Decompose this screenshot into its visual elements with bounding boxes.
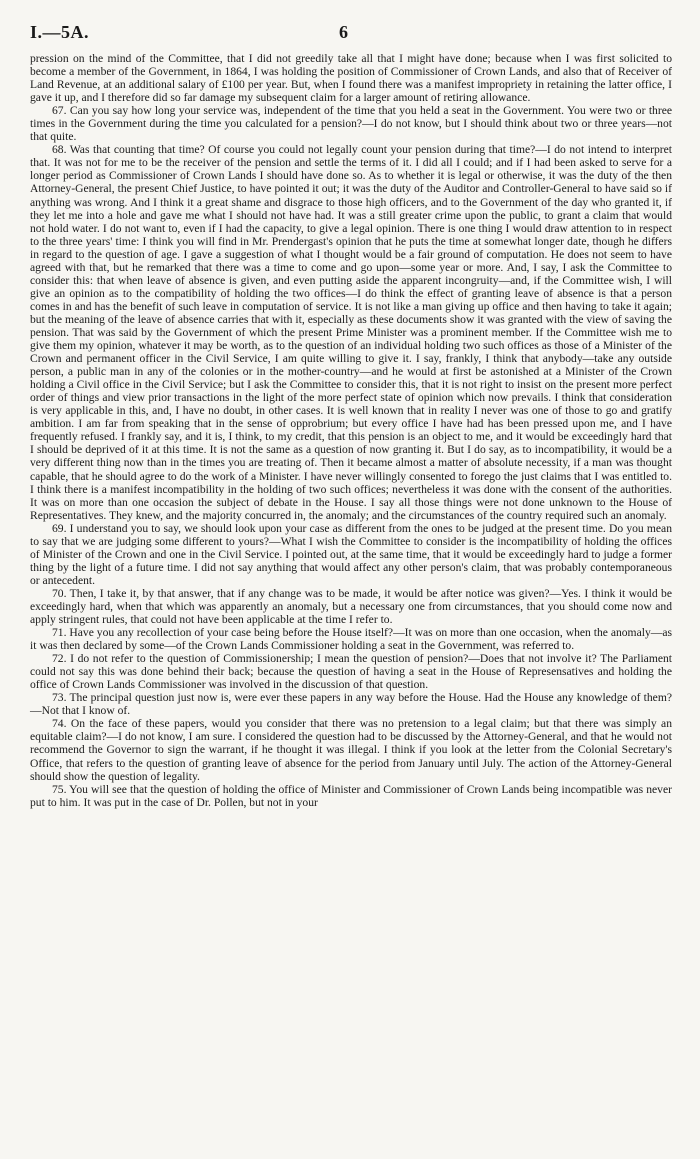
paragraph-q69: 69. I understand you to say, we should look upon your case as different from the ones to be judged at the present time. Do you mean to say that we are judging some different to yours?—What I wish the Committee to consider is the incompatibility of holding the offices of Minister of the Crown and one in the Civil Service. I pointed out, at the same time, that it would be exceedingly hard to judge a former thing by the light of a future time. I did not say anything that would affect any other person's claim, that was probably contemporaneous or antecedent. — [30, 521, 672, 587]
evidence-text — [30, 52, 672, 809]
paragraph-q73: 73. The principal question just now is, were ever these papers in any way before the House. Had the House any knowledge of them?—Not that I know of. — [30, 691, 672, 718]
page-number: 6 — [339, 22, 348, 42]
document-reference: I.—5A. — [30, 22, 90, 42]
page-header — [30, 22, 672, 52]
paragraph-q68: 68. Was that counting that time? Of course you could not legally count your pension during that time?—I do not intend to interpret that. It was not for me to be the receiver of the pension and settle the terms of it. I did all I could; and if I had been asked to serve for a longer period as Commissioner of Crown Lands I should have done so. As to whether it is legal or otherwise, it was the duty of the then Attorney-General, the present Chief Justice, to have pointed it out; it was the duty of the Auditor and Controller-General to have said so if anything was wrong. And I think it a great shame and disgrace to those high officers, and to the Government of the day who granted it, if they let me into a hole and gave me what I should not have had. It was a still greater crime upon the public, to grant a claim that would not hold water. I do not want to, even if I had the capacity, to give a legal opinion. There is one thing I would draw attention to in respect to the three years' time: I think you will find in Mr. Prendergast's opinion that he puts the time at somewhat longer date, though he differs in regard to the question of age. I gave a suggestion of what I thought would be a fair ground of computation. He does not seem to have agreed with that, but he remarked that there was a time to come and go upon—some year or more. And, I say, I ask the Committee to consider this: that when leave of absence is given, and even putting aside the apparent incongruity—and, if the Committee wish, I will give an opinion as to the compatibility of holding the two offices—I do think the effect of granting leave of absence is that a person comes in and has the benefit of such leave in computation of service. It is not like a man giving up office and then having to take it again; but the meaning of the leave of absence carries that with it, especially as these documents show it was granted with the view of saving the pension. That was said by the Government of which the present Prime Minister was a prominent member. If the Committee wish me to give them my opinion, whatever it may be worth, as to the question of an individual holding two such offices as those of a Minister of the Crown and permanent officer in the Civil Service, I am quite willing to give it. I say, frankly, I think that anybody—take any outside person, a public man in any of the colonies or in the mother-country—and he would at first be astonished at a Minister of the Crown holding a Civil office in the Civil Service; but I ask the Committee to consider this, that it is not right to insist on the present more perfect order of things and view prior transactions in the light of the more perfect state of opinion which now prevails. I think that consideration is very applicable in this, and, I have no doubt, in other cases. It is well known that in reality I never was one of those to go and gratify ambition. I am far from speaking that in the sense of opprobrium; but every office I have had has been pressed upon me, and I have frequently refused. I frankly say, and it is, I think, to my credit, that this pension is an object to me, and it would be exceedingly hard that I should be deprived of it at this time. It is not the same as a question of now granting it. But I do say, as to incompatibility, it would be a very different thing now than in the times you are treating of. Then it became almost a matter of absolute necessity, if a man was thought capable, that he should agree to do the work of a Minister. I have never willingly consented to forego the just claims that I was entitled to. I think there is a manifest incompatibility in the holding of two such offices; nevertheless it was done with the consent of the authorities. It was on more than one occasion the subject of debate in the House. I say all those things were not done unknown to the House of Representatives. They knew, and the majority concurred in, the anomaly; and the circumstances of the country required such an anomaly. — [30, 143, 672, 522]
paragraph-continued: pression on the mind of the Committee, that I did not greedily take all that I might have done; because when I was first solicited to become a member of the Government, in 1864, I was holding the position of Commissioner of Crown Lands, and also that of Receiver of Land Revenue, at an additional salary of £100 per year. But, when I found there was a manifest impropriety in retaining the latter office, I gave it up, and I therefore did so far damage my subsequent claim for a larger amount of retiring allowance. — [30, 52, 672, 105]
paragraph-q75: 75. You will see that the question of holding the office of Minister and Commissioner of Crown Lands being incompatible was never put to him. It was put in the case of Dr. Pollen, but not in your — [30, 782, 672, 809]
paragraph-q74: 74. On the face of these papers, would you consider that there was no pretension to a legal claim; but that there was simply an equitable claim?—I do not know, I am sure. I considered the question had to be discussed by the Attorney-General, and that he would not recommend the Governor to sign the warrant, if he thought it was illegal. I think if you look at the letter from the Colonial Secretary's Office, that refers to the question of granting leave of absence for the period from January until July. The action of the Attorney-General should show the question of legality. — [30, 717, 672, 783]
paragraph-q71: 71. Have you any recollection of your case being before the House itself?—It was on more than one occasion, when the anomaly—as it was then declared by some—of the Crown Lands Commissioner holding a seat in the Government, was referred to. — [30, 626, 672, 653]
paragraph-q72: 72. I do not refer to the question of Commissionership; I mean the question of pension?—Does that not involve it? The Parliament could not say this was done behind their back; because the question of having a seat in the House of Represensatives and holding the office of Crown Lands Commissioner was involved in the discussion of that question. — [30, 652, 672, 692]
paragraph-q70: 70. Then, I take it, by that answer, that if any change was to be made, it would be after notice was given?—Yes. I think it would be exceedingly hard, when that which was apparently an anomaly, but a necessary one from circumstances, that you should come now and apply stringent rules, that could not have been applicable at the time I refer to. — [30, 586, 672, 627]
paragraph-q67: 67. Can you say how long your service was, independent of the time that you held a seat in the Government. You were two or three times in the Government during the time you calculated for a pension?—I do not know, but I should think about two or three years—not that quite. — [30, 104, 672, 144]
